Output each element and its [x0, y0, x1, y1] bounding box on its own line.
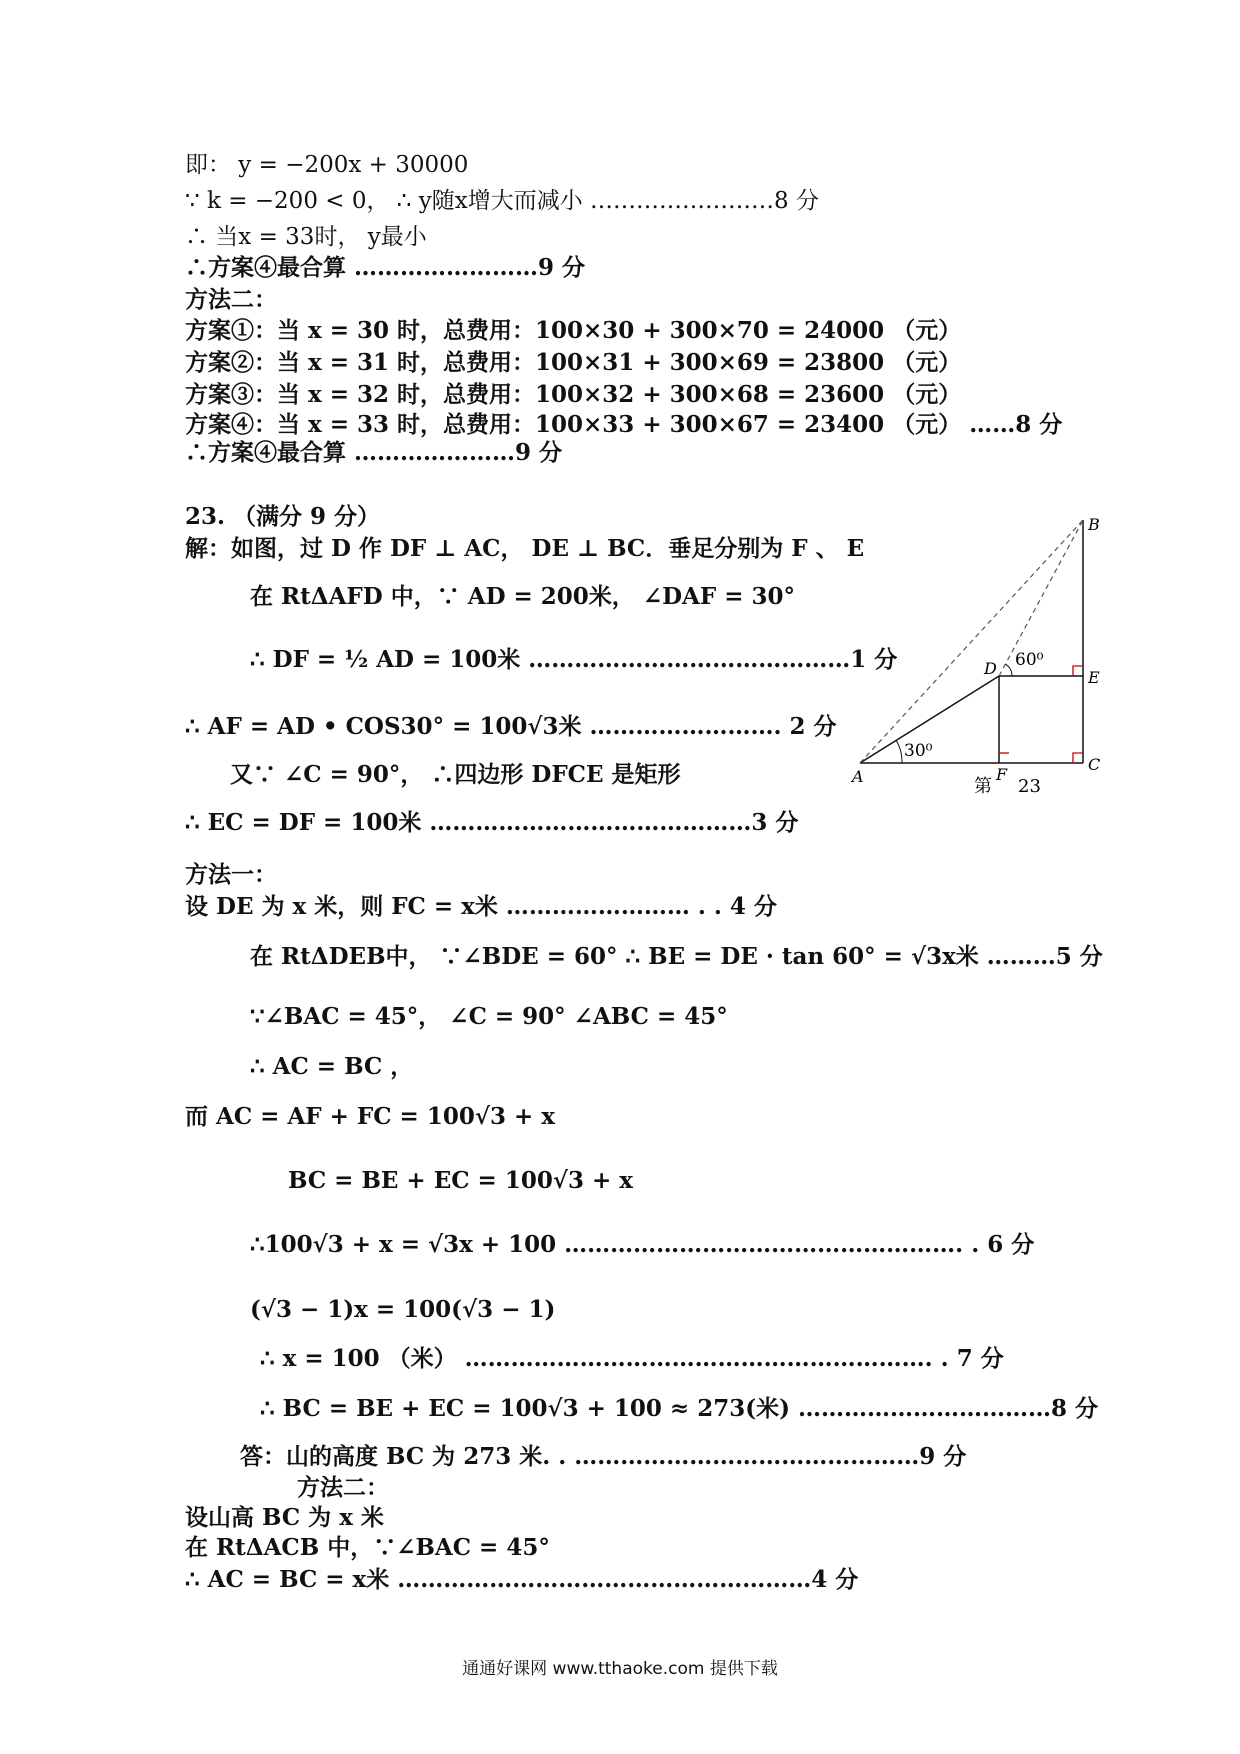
figure-caption-2: 23	[1018, 776, 1041, 797]
line-5: 方法二：	[185, 286, 277, 313]
angle-label-d: 60⁰	[1015, 650, 1044, 670]
angle-label-a: 30⁰	[904, 741, 933, 761]
line-20: 在 RtΔDEB中， ∵∠BDE = 60° ∴ BE = DE · tan 60° = √3x米 ………5 分	[250, 943, 1103, 970]
line-6: 方案①：当 x = 30 时，总费用：100×30 + 300×70 = 24000 （元）	[185, 317, 962, 344]
line-27: ∴ x = 100 （米） ……………………………………………………. . 7 分	[260, 1345, 1004, 1372]
line-26: (√3 − 1)x = 100(√3 − 1)	[250, 1296, 556, 1323]
line-14: ∴ DF = ½ AD = 100米 ……………………………………1 分	[250, 646, 898, 673]
line-17: ∴ EC = DF = 100米 ……………………………………3 分	[185, 809, 799, 836]
angle-arc-d	[1005, 664, 1012, 676]
line-18: 方法一：	[185, 861, 277, 888]
line-2: ∵ k = −200 < 0， ∴ y随x增大而减小 ……………………8 分	[185, 188, 819, 214]
line-32: 在 RtΔACB 中，∵∠BAC = 45°	[185, 1534, 550, 1561]
right-angle-e	[1073, 666, 1083, 676]
line-24: BC = BE + EC = 100√3 + x	[288, 1167, 633, 1194]
line-3: ∴ 当x = 33时， y最小	[185, 224, 427, 250]
line-33: ∴ AC = BC = x米 ………………………………………………4 分	[185, 1566, 859, 1593]
line-31: 设山高 BC 为 x 米	[185, 1504, 384, 1531]
line-29: 答：山的高度 BC 为 273 米. . ………………………………………9 分	[240, 1443, 967, 1470]
line-15: ∴ AF = AD • COS30° = 100√3米 ……………………. 2 分	[185, 713, 837, 740]
line-9: 方案④：当 x = 33 时，总费用：100×33 + 300×67 = 23400 （元） ……8 分	[185, 411, 1063, 438]
right-angle-c	[1073, 753, 1083, 763]
line-25: ∴100√3 + x = √3x + 100 ……………………………………………. . 6 分	[250, 1231, 1035, 1258]
line-11: 23. （满分 9 分）	[185, 503, 381, 530]
footer-download-note: 通通好课网 www.tthaoke.com 提供下载	[462, 1659, 778, 1679]
label-f: F	[996, 765, 1008, 784]
line-30: 方法二：	[297, 1474, 389, 1501]
label-b: B	[1088, 515, 1100, 534]
line-13: 在 RtΔAFD 中，∵ AD = 200米， ∠DAF = 30°	[250, 583, 796, 610]
line-21: ∵∠BAC = 45°， ∠C = 90° ∠ABC = 45°	[250, 1003, 728, 1030]
line-7: 方案②：当 x = 31 时，总费用：100×31 + 300×69 = 23800 （元）	[185, 349, 962, 376]
label-e: E	[1088, 668, 1100, 687]
dashed-ab	[860, 520, 1083, 763]
line-10: ∴方案④最合算 …………………9 分	[185, 439, 563, 466]
angle-arc-a	[896, 740, 902, 763]
line-22: ∴ AC = BC ，	[250, 1053, 414, 1080]
geometry-figure	[852, 512, 1120, 822]
line-28: ∴ BC = BE + EC = 100√3 + 100 ≈ 273(米) ……………………………8 分	[260, 1395, 1098, 1422]
line-8: 方案③：当 x = 32 时，总费用：100×32 + 300×68 = 23600 （元）	[185, 381, 962, 408]
line-23: 而 AC = AF + FC = 100√3 + x	[185, 1103, 555, 1130]
label-d: D	[984, 659, 997, 678]
label-c: C	[1088, 755, 1101, 774]
line-16: 又∵ ∠C = 90°， ∴四边形 DFCE 是矩形	[230, 761, 681, 788]
line-12: 解：如图，过 D 作 DF ⊥ AC， DE ⊥ BC．垂足分别为 F 、 E	[185, 535, 865, 562]
figure-caption-1: 第	[974, 776, 992, 797]
line-1: 即： y = −200x + 30000	[185, 152, 469, 178]
line-4: ∴方案④最合算 ……………………9 分	[185, 254, 586, 281]
label-a: A	[852, 767, 864, 786]
line-19: 设 DE 为 x 米，则 FC = x米 …………………… . . 4 分	[185, 893, 777, 920]
